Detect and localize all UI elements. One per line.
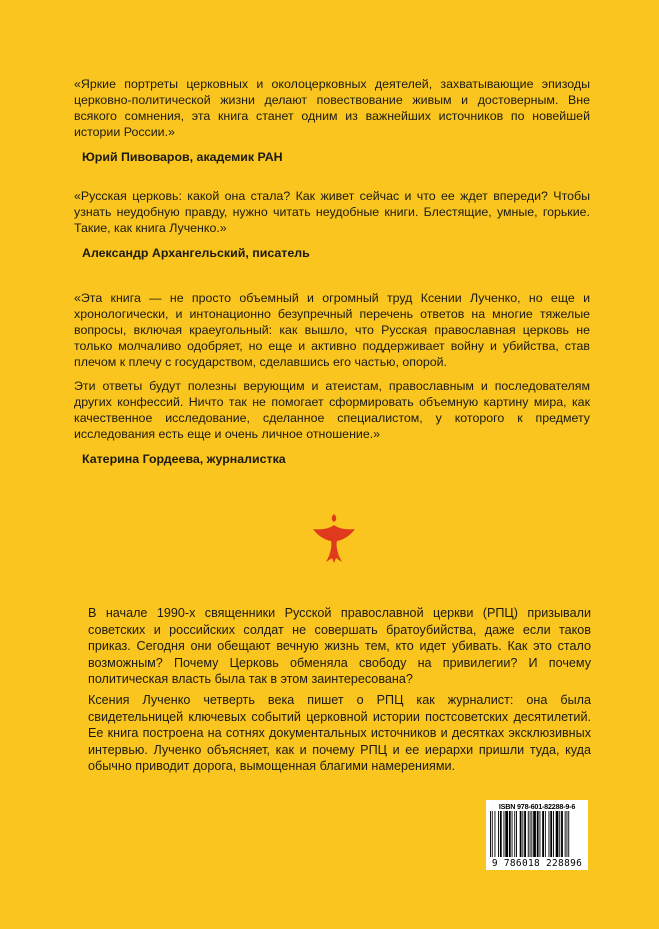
quote-paragraph: «Эта книга — не просто объемный и огромный труд Ксении Лученко, но еще и хронологически, и интонационно безупречный перечень ответов на многие тяжелые вопросы, включая краеугольный: как вышло, что Русская православная церковь не только молчаливо одобряет, но еще и активно поддерживает войну и убийства, став плечом к плечу с государством, сделавшись его частью, опорой. <box>74 291 590 369</box>
quote-paragraph: Эти ответы будут полезны верующим и атеистам, православным и последователям других конфессий. Ничто так не помогает сформировать объемную картину мира, как качественное исследование, сделанное специалистом, у которого к предмету исследования есть еще и очень личное отношение.» <box>74 379 590 441</box>
quote-text <box>74 76 590 140</box>
quote-text <box>74 290 590 442</box>
red-bird-emblem-icon <box>310 512 358 564</box>
quote-block-arkhangelsky <box>0 188 659 261</box>
quote-author: Катерина Гордеева, журналистка <box>82 452 286 466</box>
isbn-barcode <box>486 800 588 870</box>
quote-author: Александр Архангельский, писатель <box>82 246 310 260</box>
description-paragraph: Ксения Лученко четверть века пишет о РПЦ как журналист: она была свидетельницей ключевых событий церковной истории постсоветских десятилетий. Ее книга построена на сотнях документальных источников и десятках эксклюзивных интервью. Лученко объясняет, как и почему РПЦ и ее иерархи пришли туда, куда обычно приводит дорога, вымощенная благими намерениями. <box>88 693 591 774</box>
barcode-bars-icon <box>490 811 584 857</box>
quote-paragraph: «Яркие портреты церковных и околоцерковных деятелей, захватывающие эпизоды церковно-политической жизни делают повествование живым и достоверным. Вне всякого сомнения, эта книга станет одним из важнейших источников по новейшей истории России.» <box>74 77 590 139</box>
quote-block-gordeeva <box>0 290 659 467</box>
quote-author: Юрий Пивоваров, академик РАН <box>82 150 283 164</box>
barcode-digits: 9 786018 228896 <box>491 858 583 869</box>
description-paragraph: В начале 1990-х священники Русской православной церкви (РПЦ) призывали советских и российских солдат не совершать братоубийства, даже если таков приказ. Сегодня они обещают вечную жизнь тем, кто идет убивать. Как это стало возможным? Почему Церковь обменяла свободу на привилегии? И почему политическая власть была так в этом заинтересована? <box>88 606 591 687</box>
quote-text <box>74 188 590 236</box>
isbn-label: ISBN 978-601-82288-9-6 <box>498 802 576 811</box>
quote-block-pivovarov <box>0 76 659 165</box>
quote-paragraph: «Русская церковь: какой она стала? Как живет сейчас и что ее ждет впереди? Чтобы узнать неудобную правду, нужно читать неудобные книги. Блестящие, умные, горькие. Такие, как книга Лученко.» <box>74 189 590 235</box>
